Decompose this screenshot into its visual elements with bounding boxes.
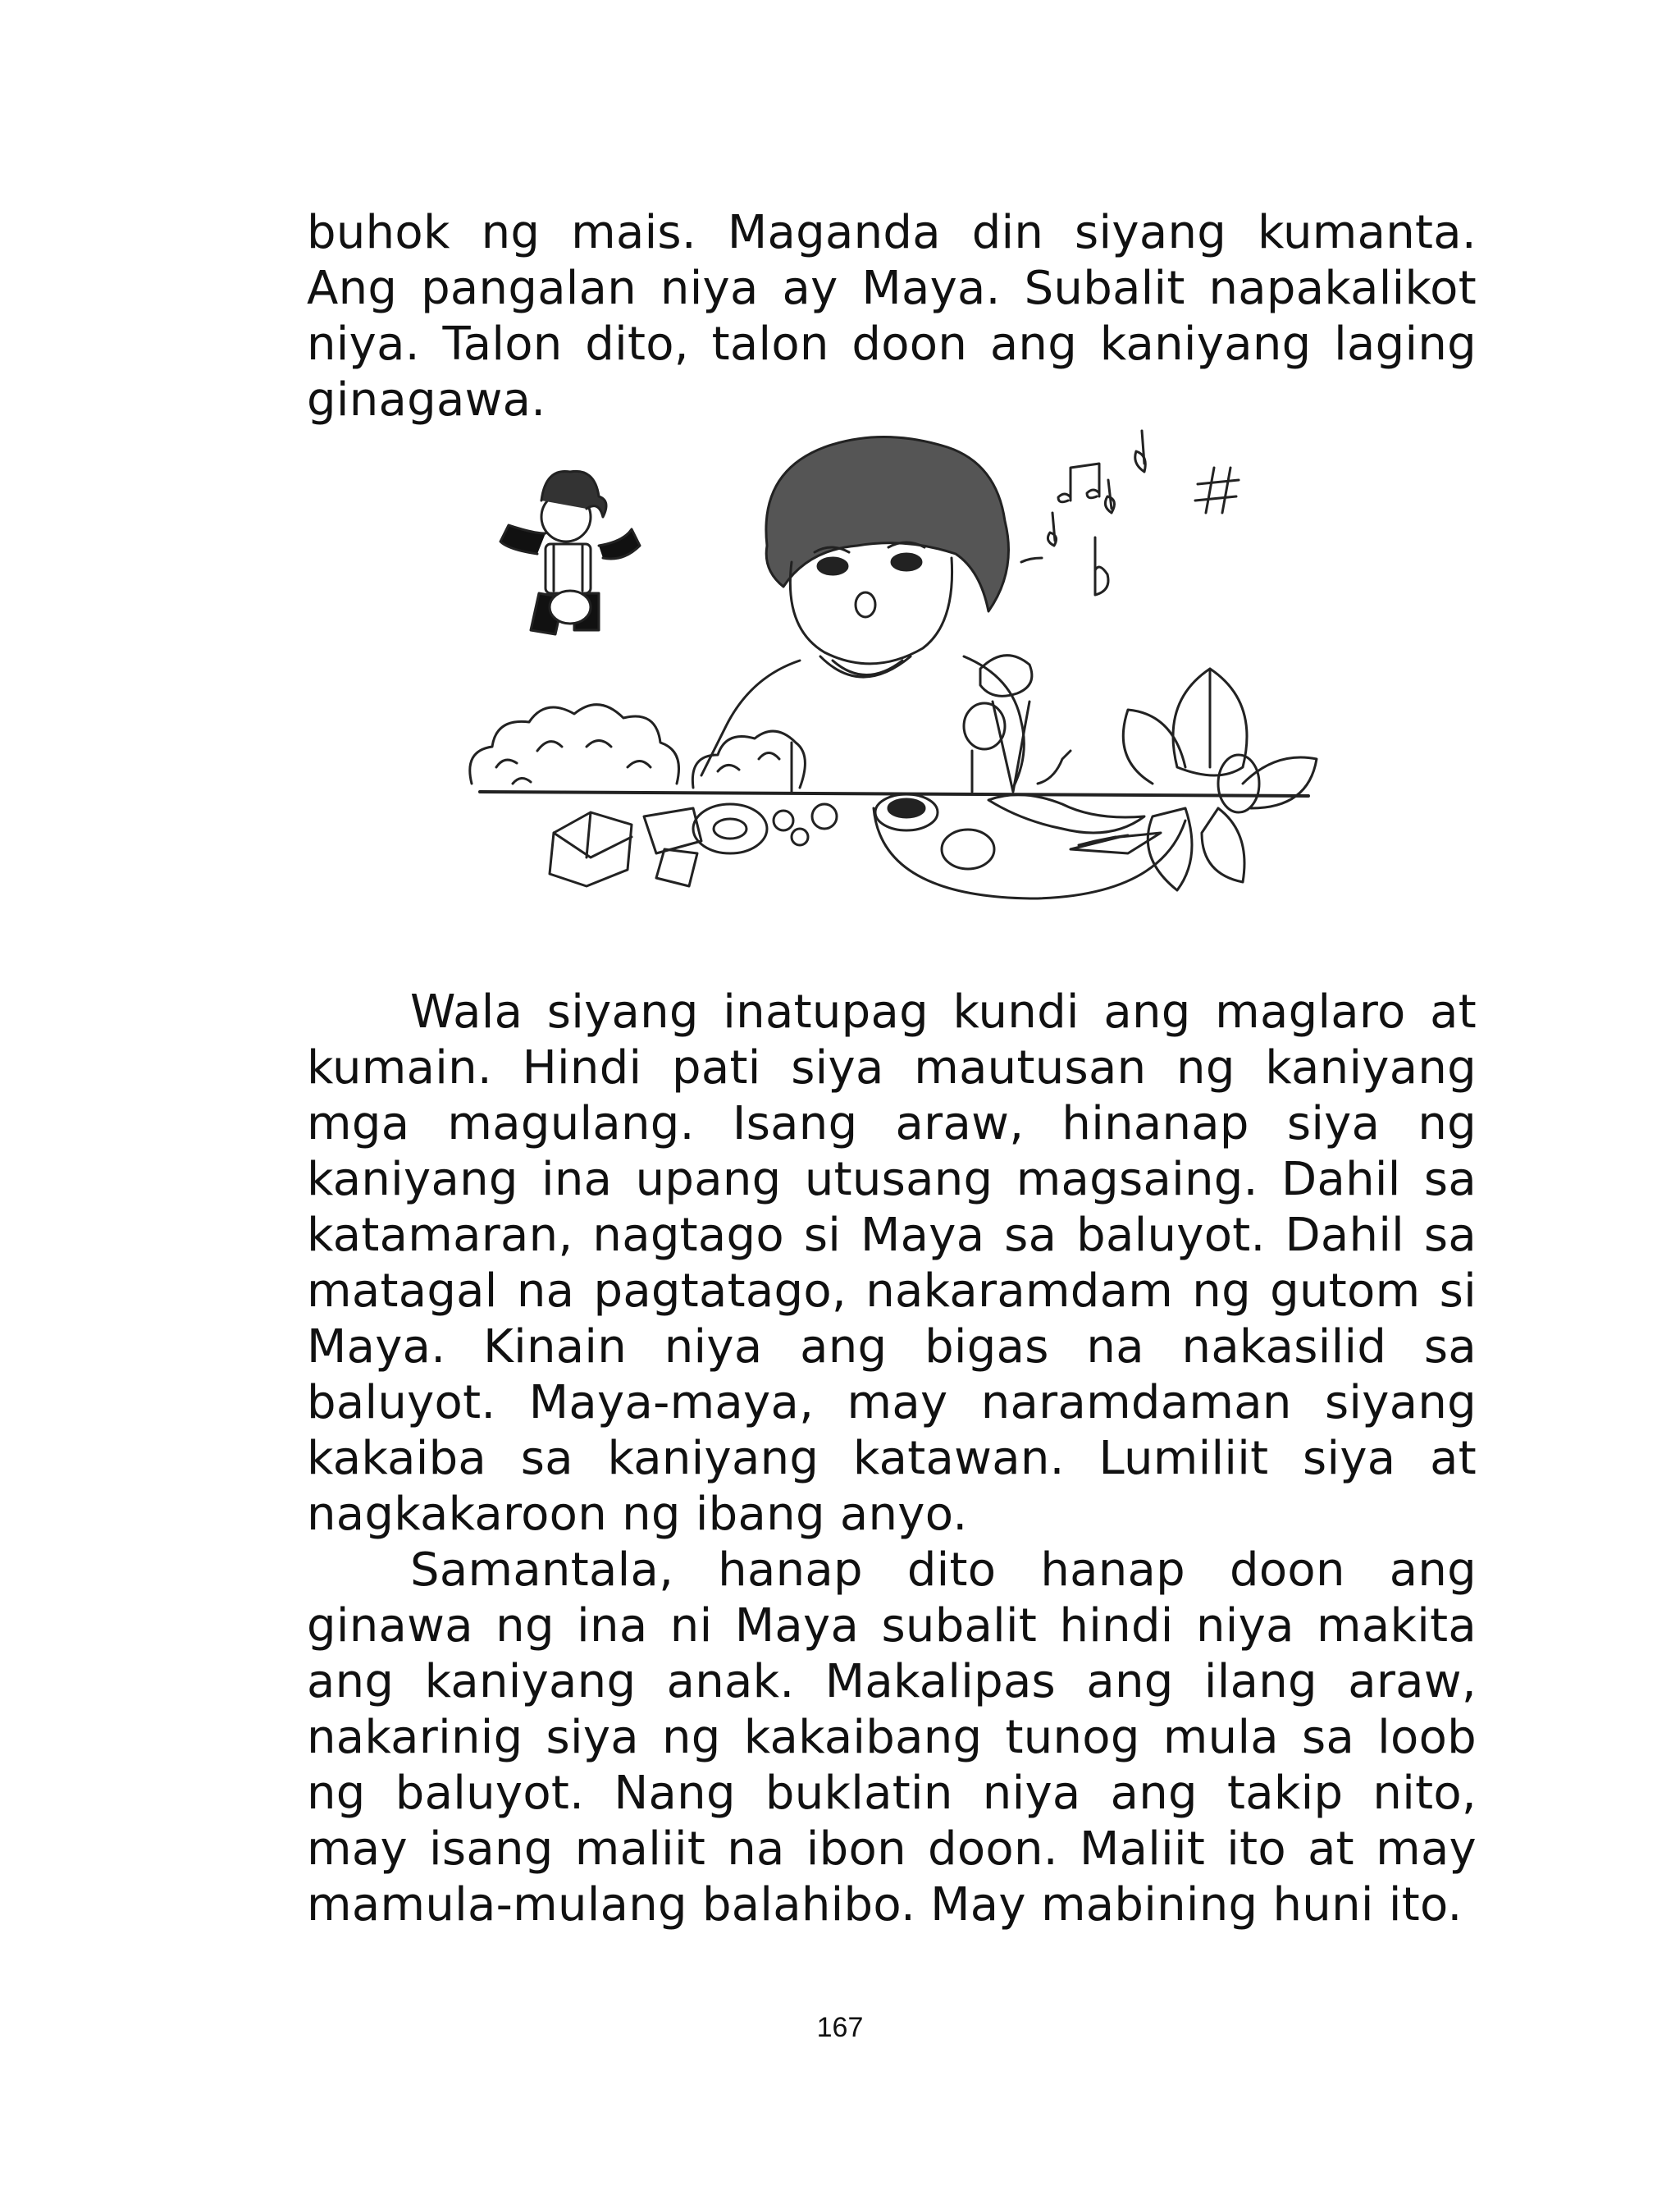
music-notes-drawing <box>1021 431 1239 595</box>
paragraph-1: buhok ng mais. Maganda din siyang kumanta. Ang pangalan niya ay Maya. Subalit napakalikot niya. Talon dito, talon doon ang kaniyang laging ginagawa. <box>307 206 1477 427</box>
table-objects-drawing <box>550 669 1317 898</box>
page-number: 167 <box>816 2012 864 2043</box>
paragraph-2: Wala siyang inatupag kundi ang maglaro at kumain. Hindi pati siya mautusan ng kaniyang mga magulang. Isang araw, hinanap siya ng kaniyang ina upang utusang magsaing. Dahil sa katamaran, nagtago si Maya sa baluyot. Dahil sa matagal na pagtatago, nakaramdam ng gutom si Maya. Kinain niya ang bigas na nakasilid sa baluyot. Maya-maya, may naramdaman siyang kakaiba sa kaniyang katawan. Lumiliit siya at nagkakaroon ng ibang anyo. <box>307 985 1477 1541</box>
doll-drawing <box>500 471 640 634</box>
bushes-drawing <box>470 705 806 788</box>
illustration-girl-singing <box>447 423 1333 903</box>
paragraph-3: Samantala, hanap dito hanap doon ang ginawa ng ina ni Maya subalit hindi niya makita ang kaniyang anak. Makalipas ang ilang araw, nakarinig siya ng kakaibang tunog mula sa loob ng baluyot. Nang buklatin niya ang takip nito, may isang maliit na ibon doon. Maliit ito at may mamula-mulang balahibo. May mabining huni ito. <box>307 1543 1477 1932</box>
